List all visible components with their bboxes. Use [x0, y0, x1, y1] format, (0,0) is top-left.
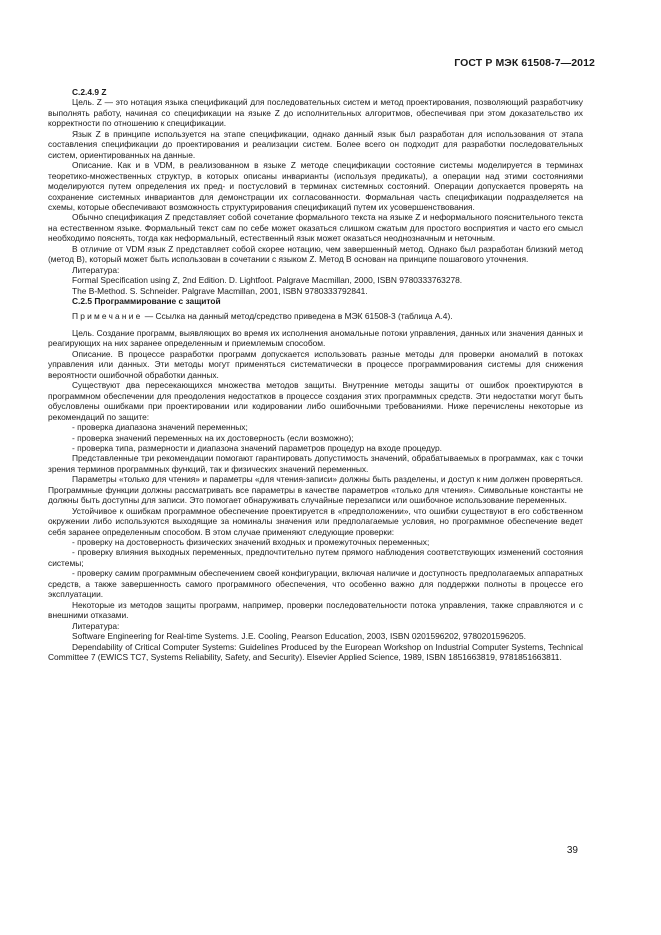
page-content — [48, 87, 583, 662]
reference: The B-Method. S. Schneider. Palgrave Macmillan, 2001, ISBN 9780333792841. — [72, 285, 368, 296]
note-text: — Ссылка на данный метод/средство приведена в МЭК 61508-3 (таблица A.4). — [142, 310, 453, 321]
list-item: - проверку на достоверность физических значений входных и промежуточных переменных; — [72, 537, 430, 548]
paragraph: Цель. Z — это нотация языка спецификаций для последовательных систем и метод проектирования, позволяющий разработчику выполнять работу, начиная со спецификации на языке Z до исполнительных алгоритмов, обеспечивая при этом доказательство их корректности по отношению к спецификации. — [48, 97, 583, 129]
literature-label: Литература: — [72, 264, 120, 275]
paragraph: Представленные три рекомендации помогают гарантировать допустимость значений, обрабатываемых в программах, как с точки зрения терминов программных функций, так и физических значений переменных. — [48, 453, 583, 474]
paragraph: В отличие от VDM язык Z представляет собой скорее нотацию, чем завершенный метод. Однако был разработан близкий метод (метод B), который может быть использован в сочетании с языком Z. Метод B основан на принципе пошагового уточнения. — [48, 243, 583, 265]
reference: Formal Specification using Z, 2nd Edition. D. Lightfoot. Palgrave Macmillan, 2000, ISBN 9780333763278. — [72, 275, 463, 286]
list-item: - проверка значений переменных на их достоверность (если возможно); — [72, 432, 354, 443]
paragraph: Устойчивое к ошибкам программное обеспечение проектируется в «предположении», что ошибки существуют в его собственном окружении либо используются выходящие за номиналы значения или предполагаемые условия, но программное обеспечение ведет себя заранее определенным способом. В этом случае применяют следующие проверки: — [48, 505, 583, 537]
reference: Software Engineering for Real-time Systems. J.E. Cooling, Pearson Education, 2003, ISBN 0201596202, 9780201596205. — [72, 631, 526, 642]
section-heading-defensive-programming: C.2.5 Программирование с защитой — [72, 296, 221, 307]
reference: Dependability of Critical Computer Systems: Guidelines Produced by the European Workshop on Industrial Computer Systems, Technical Committee 7 (EWICS TC7, Systems Reliability, Safety, and Security). Elsevier Applied Science, 1989, ISBN 1851663819, 9781851663811. — [48, 641, 583, 663]
page-number: 39 — [566, 845, 578, 856]
paragraph: Обычно спецификация Z представляет собой сочетание формального текста на языке Z и неформального пояснительного текста на естественном языке. Формальный текст сам по себе может оказаться слишком сжатым для простого восприятия и часто его смысл необходимо пояснять, тогда как неформальный, естественный язык может оказаться неоднозначным и неточным. — [48, 212, 583, 244]
paragraph: Язык Z в принципе используется на этапе спецификации, однако данный язык был разработан для использования от этапа составления спецификации до проектирования и реализации систем. Более всего он подходит для разработки последовательных систем, ориентированных на данные. — [48, 128, 583, 160]
paragraph: Описание. Как и в VDM, в реализованном в языке Z методе спецификации состояние системы моделируется в терминах теоретико-множественных структур, в которых описаны инварианты (используя предикаты), а операции над этими состояниями моделируются путем определения их пред- и постусловий в терминах системных состояний. Операции допускается проверять на сохранение системных инвариантов для демонстрации их согласованности. Формальная часть спецификации подразделяется на схемы, которые обеспечивают возможность структурирования спецификаций путем их усовершенствования. — [48, 160, 583, 212]
paragraph: Некоторые из методов защиты программ, например, проверки последовательности потока управления, также справляются и с внешними отказами. — [48, 599, 583, 621]
paragraph: Описание. В процессе разработки программ допускается использовать разные методы для проверки аномалий в потоках управления или данных. Эти методы могут применяться систематически в процессе программирования системы для снижения вероятности ошибочной обработки данных. — [48, 348, 583, 380]
note — [48, 311, 583, 321]
list-item: - проверку самим программным обеспечением своей конфигурации, включая наличие и доступность предполагаемых аппаратных средств, а также завершенность самого программного обеспечения, что особенно важно для поддержки полноты в процессе его эксплуатации. — [48, 568, 583, 600]
document-header: ГОСТ Р МЭК 61508-7—2012 — [454, 57, 595, 69]
note-label: Примечание — [72, 310, 143, 321]
literature-label: Литература: — [72, 620, 120, 631]
list-item: - проверка типа, размерности и диапазона значений параметров процедур на входе процедур. — [72, 442, 442, 453]
paragraph: Существуют два пересекающихся множества методов защиты. Внутренние методы защиты от ошибок проектируются в программном обеспечении для преодоления недостатков в процессе создания этих программных средств. Эти недостатки могут быть обусловлены ошибками при проектировании или кодировании либо ошибочными требованиями. Ниже перечислены некоторые из рекомендаций по защите: — [48, 380, 583, 422]
list-item: - проверку влияния выходных переменных, предпочтительно путем прямого наблюдения соответствующих изменений состояния системы; — [48, 547, 583, 568]
list-item: - проверка диапазона значений переменных; — [72, 422, 248, 433]
section-heading-z: C.2.4.9 Z — [72, 87, 107, 97]
paragraph: Цель. Создание программ, выявляющих во время их исполнения аномальные потоки управления, данных или значения данных и реагирующих на них заранее определенным и приемлемым способом. — [48, 327, 583, 349]
paragraph: Параметры «только для чтения» и параметры «для чтения-записи» должны быть разделены, и доступ к ним должен проверяться. Программные функции должны рассматривать все параметры в качестве параметров «только для чтения». Символьные константы не должны быть доступны для записи. Это помогает обнаруживать случайные перезаписи или ошибочное использование переменных. — [48, 474, 583, 506]
